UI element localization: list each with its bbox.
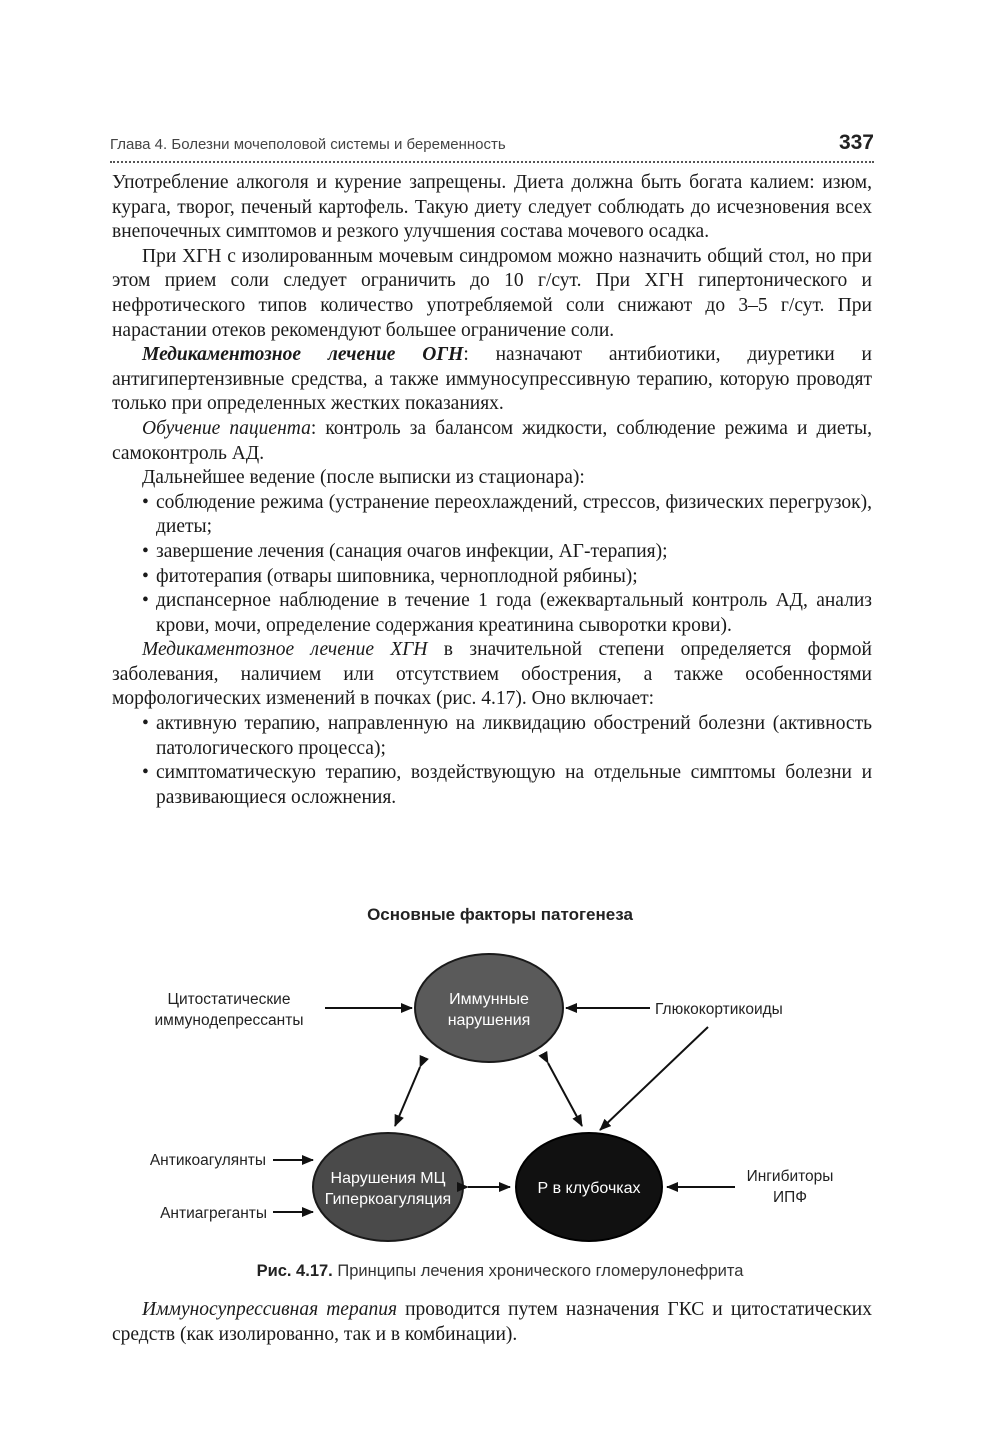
list-item: • соблюдение режима (устранение переохлаждений, стрессов, физических перегрузок), диеты;	[156, 491, 872, 540]
anticoagulants-label: Антикоагулянты	[149, 1152, 266, 1169]
pathogenesis-diagram	[0, 940, 1000, 1260]
mc-node-label-1: Нарушения МЦ	[330, 1170, 446, 1187]
paragraph-immunosuppressive	[112, 1298, 872, 1347]
hgn-treatment-text: в значительной степени определяется формой заболевания, наличием или отсутствием обострения, а также особенностями морфологических изменений в почках (рис. 4.17). Оно включает:	[112, 639, 872, 710]
cytostatics-label-1: Цитостатические	[167, 991, 291, 1008]
ipf-inhibitors-label-2: ИПФ	[772, 1189, 808, 1206]
paragraph-patient-education	[112, 417, 872, 466]
paragraph-diet: Употребление алкоголя и курение запрещены. Диета должна быть богата калием: изюм, курага, творог, печеный картофель. Такую диету следует соблюдать до исчезновения всех внепочечных симптомов и резкого улучшения состава мочевого осадка.	[112, 172, 872, 243]
figure-caption	[0, 1262, 1000, 1281]
glucocorticoids-glomeruli-arrow	[600, 1027, 708, 1130]
ogn-treatment-text: : назначают антибиотики, диуретики и антигипертензивные средства, а также иммуносупрессивную терапию, которую проводят только при определенных жестких показаниях.	[112, 344, 872, 415]
patient-education-term: Обучение пациента	[142, 417, 311, 439]
patient-education-text: : контроль за балансом жидкости, соблюдение режима и диеты, самоконтроль АД.	[112, 417, 872, 464]
paragraph-ogn-treatment	[112, 343, 872, 417]
paragraph-followup: Дальнейшее ведение (после выписки из стационара):	[142, 467, 585, 489]
paragraph-hgn-treatment	[112, 638, 872, 712]
chapter-title: Глава 4. Болезни мочеполовой системы и беременность	[110, 136, 506, 153]
list-item: • диспансерное наблюдение в течение 1 года (ежеквартальный контроль АД, анализ крови, мочи, определение содержания креатинина сыворотки крови).	[156, 589, 872, 638]
list-item: • завершение лечения (санация очагов инфекции, АГ-терапия);	[156, 540, 872, 565]
immune-node-label-1: Иммунные	[449, 991, 529, 1008]
figure-title: Основные факторы патогенеза	[367, 905, 633, 924]
running-header	[110, 133, 874, 163]
microcirculation-node	[313, 1133, 463, 1241]
immune-glomeruli-arrow	[548, 1063, 582, 1126]
antiaggregants-label: Антиагреганты	[160, 1205, 267, 1222]
caption-text: Принципы лечения хронического гломерулонефрита	[332, 1262, 744, 1280]
therapy-list	[112, 712, 872, 810]
bottom-text	[112, 1298, 872, 1347]
immunosuppressive-term: Иммуносупрессивная терапия	[142, 1299, 398, 1320]
ogn-treatment-term: Медикаментозное лечение ОГН	[142, 344, 464, 366]
ipf-inhibitors-label-1: Ингибиторы	[746, 1168, 834, 1185]
glomeruli-node-label: Р в клубочках	[537, 1180, 641, 1197]
list-item: • фитотерапия (отвары шиповника, черноплодной рябины);	[156, 565, 872, 590]
immune-disorders-node	[415, 954, 563, 1062]
immune-mc-arrow	[395, 1067, 420, 1126]
list-item: • активную терапию, направленную на ликвидацию обострений болезни (активность патологического процесса);	[156, 712, 872, 761]
mc-node-label-2: Гиперкоагуляция	[324, 1191, 452, 1208]
paragraph-salt: При ХГН с изолированным мочевым синдромом можно назначить общий стол, но при этом прием соли следует ограничить до 10 г/сут. При ХГН гипертонического и нефротического типов количество употребляемой соли снижают до 3–5 г/сут. При нарастании отеков рекомендуют большее ограничение соли.	[112, 245, 872, 341]
caption-number: Рис. 4.17.	[256, 1262, 333, 1280]
page-number: 337	[838, 131, 874, 154]
cytostatics-label-2: иммунодепрессанты	[154, 1012, 304, 1029]
immunosuppressive-text: проводится путем назначения ГКС и цитостатических средств (как изолированно, так и в комбинации).	[112, 1299, 872, 1345]
list-item: • симптоматическую терапию, воздействующую на отдельные симптомы болезни и развивающиеся осложнения.	[156, 761, 872, 810]
immune-node-label-2: нарушения	[447, 1012, 531, 1029]
main-text	[112, 171, 872, 810]
followup-list	[112, 491, 872, 639]
hgn-treatment-term: Медикаментозное лечение ХГН	[142, 639, 428, 661]
glucocorticoids-label: Глюкокортикоиды	[655, 1001, 783, 1018]
